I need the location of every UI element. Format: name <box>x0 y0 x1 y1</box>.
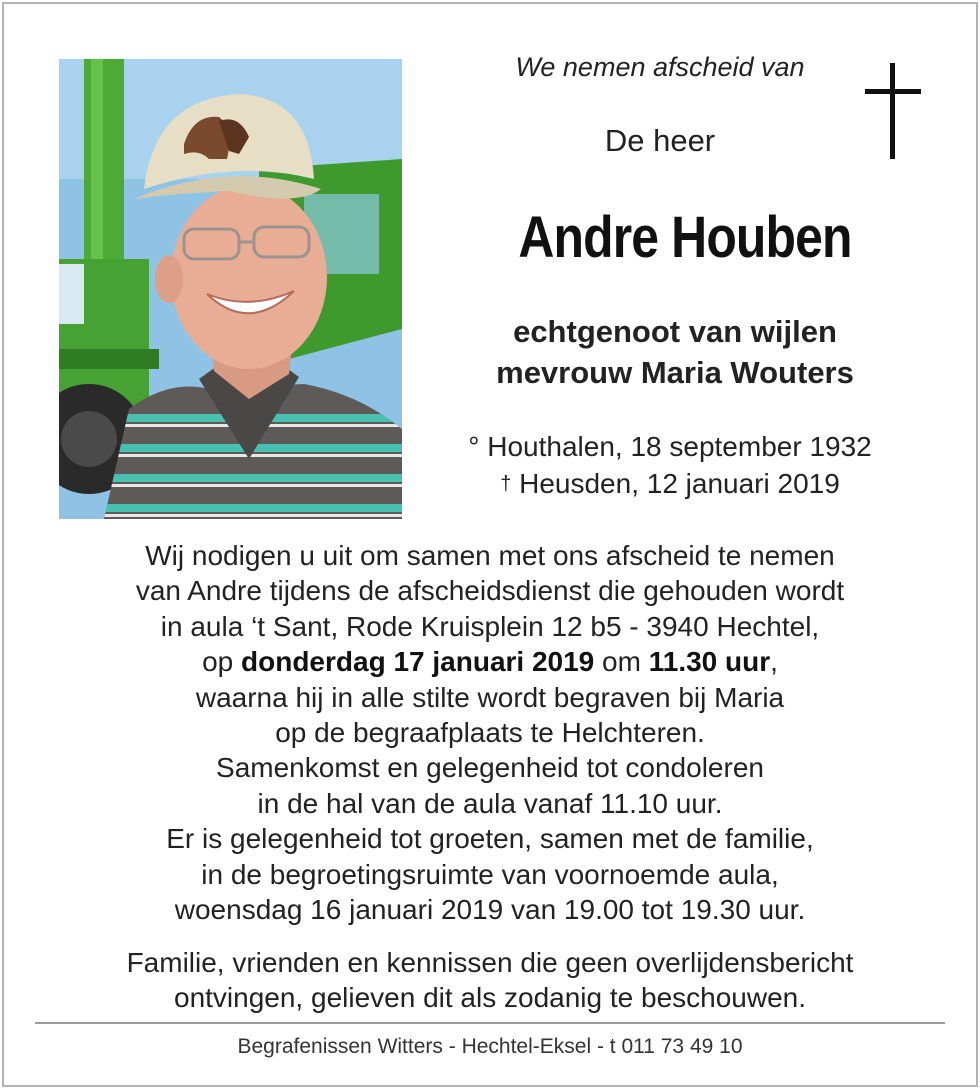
invitation-line: op de begraafplaats te Helchteren. <box>275 717 705 749</box>
deceased-name: Andre Houben <box>518 205 852 270</box>
death-info: Heusden, 12 januari 2019 <box>519 468 840 499</box>
life-dates <box>430 428 910 503</box>
birth-line <box>430 428 910 465</box>
invitation-line: Wij nodigen u uit om samen met ons afscheid te nemen <box>145 540 835 571</box>
spouse-info <box>440 311 910 393</box>
closing-text <box>40 945 940 1015</box>
portrait-illustration <box>59 59 402 519</box>
invitation-line: van Andre tijdens de afscheidsdienst die gehouden wordt <box>135 575 845 607</box>
cross-icon <box>865 63 921 159</box>
intro-text: We nemen afscheid van <box>515 52 805 82</box>
portrait-photo <box>59 59 402 519</box>
birth-info: Houthalen, 18 september 1932 <box>487 431 872 462</box>
closing-line: Familie, vrienden en kennissen die geen overlijdensbericht <box>126 947 854 978</box>
service-mid: om <box>602 646 641 678</box>
divider <box>35 1022 945 1024</box>
invitation-line-service <box>40 644 940 679</box>
invitation-line: woensdag 16 januari 2019 van 19.00 tot 19.30 uur. <box>174 894 806 926</box>
service-pre: op <box>202 646 234 678</box>
invitation-text <box>40 538 940 927</box>
spouse-line-2: mevrouw Maria Wouters <box>496 355 854 390</box>
funeral-home-footer: Begrafenissen Witters - Hechtel-Eksel - t 011 73 49 10 <box>237 1035 743 1058</box>
birth-mark: ° <box>468 431 480 462</box>
invitation-line: Samenkomst en gelegenheid tot condoleren <box>216 752 764 784</box>
service-date: donderdag 17 januari 2019 <box>241 646 595 678</box>
closing-line: ontvingen, gelieven dit als zodanig te beschouwen. <box>174 982 806 1013</box>
invitation-line: Er is gelegenheid tot groeten, samen met de familie, <box>166 823 814 855</box>
service-time: 11.30 uur <box>648 646 771 678</box>
death-cross-icon: † <box>500 473 512 495</box>
invitation-line: in de begroetingsruimte van voornoemde aula, <box>201 858 779 890</box>
death-line <box>430 465 910 503</box>
invitation-line: in aula ‘t Sant, Rode Kruisplein 12 b5 - 3940 Hechtel, <box>160 610 820 642</box>
invitation-line: waarna hij in alle stilte wordt begraven bij Maria <box>195 681 785 713</box>
invitation-line: in de hal van de aula vanaf 11.10 uur. <box>257 787 723 819</box>
service-post: , <box>770 646 778 678</box>
spouse-line-1: echtgenoot van wijlen <box>513 314 837 349</box>
honorific: De heer <box>604 123 716 158</box>
